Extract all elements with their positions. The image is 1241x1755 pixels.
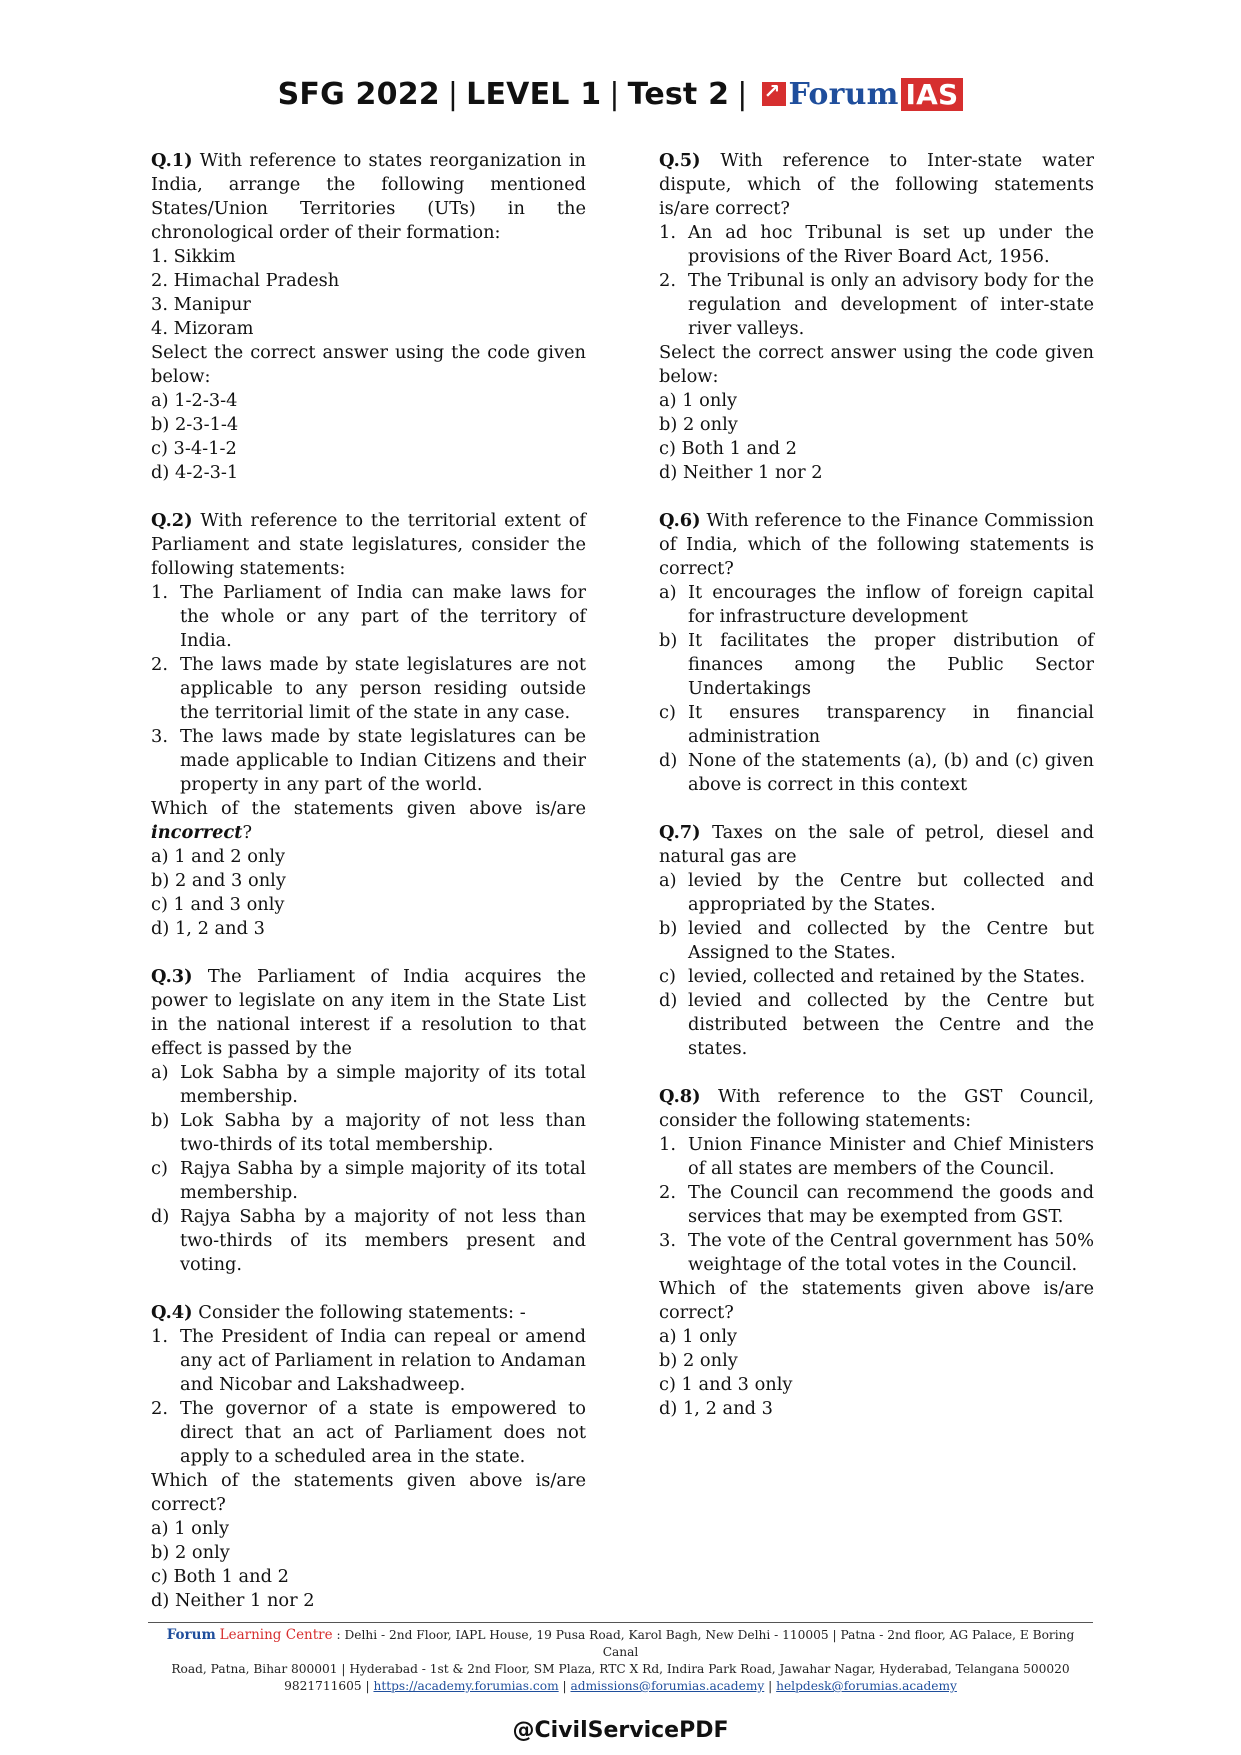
answer-choice: [659, 917, 1094, 965]
statement-label: 3.: [151, 726, 168, 747]
header-separator: |: [447, 77, 459, 112]
answer-option: c) 1 and 3 only: [659, 1374, 793, 1395]
choice-label: b): [659, 630, 678, 651]
choice-text: It facilitates the proper distribution of finances among the Public Sector Undertakings: [688, 630, 1094, 699]
choice-text: levied and collected by the Centre but Assigned to the States.: [688, 918, 1094, 963]
answer-option: a) 1 only: [659, 390, 738, 411]
page-header: [0, 76, 1241, 112]
question-6: [659, 509, 1094, 797]
answer-choice: [151, 1205, 586, 1277]
answer-option: b) 2-3-1-4: [151, 414, 239, 435]
question-number: Q.4): [151, 1302, 193, 1323]
answer-option: b) 2 only: [151, 1542, 230, 1563]
choice-label: a): [151, 1062, 169, 1083]
answer-option: c) Both 1 and 2: [659, 438, 797, 459]
choice-text: It ensures transparency in financial administration: [688, 702, 1094, 747]
answer-option: d) 4-2-3-1: [151, 462, 239, 483]
statement-label: 2.: [151, 1398, 168, 1419]
test-level: LEVEL 1: [466, 77, 602, 112]
question-1: [151, 149, 586, 485]
test-number: Test 2: [627, 77, 730, 112]
footer-separator: |: [562, 1679, 567, 1693]
answer-option: c) Both 1 and 2: [151, 1566, 289, 1587]
choice-label: c): [659, 702, 676, 723]
choice-label: a): [659, 870, 677, 891]
footer-brand-learning-centre: Learning Centre: [219, 1627, 333, 1643]
answer-option: c) 3-4-1-2: [151, 438, 237, 459]
header-separator: |: [609, 77, 620, 112]
question-8: [659, 1085, 1094, 1421]
statement-label: 2.: [151, 654, 168, 675]
statement-text: The Council can recommend the goods and services that may be exempted from GST.: [688, 1182, 1094, 1227]
question-ask: [151, 797, 586, 845]
test-name: SFG 2022: [277, 77, 440, 112]
statement-text: The vote of the Central government has 50% weightage of the total votes in the Council.: [688, 1230, 1094, 1275]
footer-brand-forum: Forum: [166, 1627, 216, 1643]
answer-choice: [659, 749, 1094, 797]
forumias-logo: [762, 76, 964, 110]
right-column: [659, 149, 1094, 1445]
page-footer: [148, 1622, 1093, 1695]
footer-address-line-2: Road, Patna, Bihar 800001 | Hyderabad - 1st & 2nd Floor, SM Plaza, RTC X Rd, Indira Park Road, Jawahar Nagar, Hyderabad, Telangana 500020: [171, 1662, 1070, 1676]
statement-text: The Parliament of India can make laws for the whole or any part of the territory of India.: [180, 582, 586, 651]
statement: [659, 1133, 1094, 1181]
answer-option: a) 1-2-3-4: [151, 390, 238, 411]
watermark-handle: @CivilServicePDF: [512, 1718, 729, 1743]
footer-phone: 9821711605: [284, 1679, 362, 1693]
answer-option: a) 1 only: [151, 1518, 230, 1539]
choice-text: None of the statements (a), (b) and (c) given above is correct in this context: [688, 750, 1094, 795]
answer-choice: [151, 1157, 586, 1205]
statement-label: 1.: [151, 582, 168, 603]
footer-separator: |: [768, 1679, 773, 1693]
answer-option: d) Neither 1 nor 2: [659, 462, 823, 483]
statement-text: The Tribunal is only an advisory body for the regulation and development of inter-state river valleys.: [688, 270, 1094, 339]
statement-label: 1.: [659, 1134, 676, 1155]
answer-option: b) 2 and 3 only: [151, 870, 286, 891]
question-stem: Consider the following statements: -: [198, 1302, 526, 1323]
helpdesk-email-link[interactable]: helpdesk@forumias.academy: [776, 1679, 957, 1693]
choice-label: d): [151, 1206, 170, 1227]
choice-text: It encourages the inflow of foreign capital for infrastructure development: [688, 582, 1094, 627]
footer-separator: |: [365, 1679, 370, 1693]
logo-forum-text: Forum: [788, 76, 899, 112]
answer-option: d) Neither 1 nor 2: [151, 1590, 315, 1611]
question-number: Q.1): [151, 150, 193, 171]
question-number: Q.3): [151, 966, 193, 987]
emphasis-incorrect: incorrect: [151, 822, 243, 843]
header-separator: |: [737, 77, 748, 112]
question-ask: Which of the statements given above is/are correct?: [659, 1278, 1094, 1323]
question-instruction: Select the correct answer using the code given below:: [151, 342, 586, 387]
question-stem: With reference to states reorganization in India, arrange the following mentioned States/Union Territories (UTs) in the chronological order of their formation:: [151, 150, 586, 243]
choice-label: d): [659, 750, 678, 771]
statement: [151, 581, 586, 653]
choice-text: Rajya Sabha by a majority of not less than two-thirds of its members present and voting.: [180, 1206, 586, 1275]
statement-text: The laws made by state legislatures can be made applicable to Indian Citizens and their property in any part of the world.: [180, 726, 586, 795]
statement-text: The President of India can repeal or amend any act of Parliament in relation to Andaman and Nicobar and Lakshadweep.: [180, 1326, 586, 1395]
question-7: [659, 821, 1094, 1061]
answer-choice: [659, 869, 1094, 917]
logo-ias-text: IAS: [901, 78, 964, 111]
choice-text: levied and collected by the Centre but distributed between the Centre and the states.: [688, 990, 1094, 1059]
answer-option: d) 1, 2 and 3: [659, 1398, 773, 1419]
footer-contact-line: [148, 1678, 1093, 1695]
question-3: [151, 965, 586, 1277]
answer-choice: [151, 1109, 586, 1157]
answer-option: a) 1 and 2 only: [151, 846, 286, 867]
statement-label: 2.: [659, 270, 676, 291]
statement-label: 2.: [659, 1182, 676, 1203]
left-column: [151, 149, 586, 1637]
choice-label: b): [659, 918, 678, 939]
answer-choice: [659, 629, 1094, 701]
answer-option: d) 1, 2 and 3: [151, 918, 265, 939]
choice-label: c): [151, 1158, 168, 1179]
answer-option: c) 1 and 3 only: [151, 894, 285, 915]
choice-label: a): [659, 582, 677, 603]
choice-label: b): [151, 1110, 170, 1131]
choice-text: Lok Sabha by a majority of not less than two-thirds of its total membership.: [180, 1110, 586, 1155]
statement-text: An ad hoc Tribunal is set up under the provisions of the River Board Act, 1956.: [688, 222, 1094, 267]
footer-address-text: Delhi - 2nd Floor, IAPL House, 19 Pusa Road, Karol Bagh, New Delhi - 110005 | Patna - 2nd floor, AG Palace, E Boring Canal: [344, 1628, 1075, 1659]
footer-colon: :: [336, 1628, 341, 1642]
choice-label: d): [659, 990, 678, 1011]
choice-text: Rajya Sabha by a simple majority of its total membership.: [180, 1158, 586, 1203]
arrow-logo-icon: [762, 82, 786, 106]
answer-choice: [659, 581, 1094, 629]
answer-option: b) 2 only: [659, 414, 738, 435]
statement-label: 3.: [659, 1230, 676, 1251]
statement: [659, 221, 1094, 269]
admissions-email-link[interactable]: admissions@forumias.academy: [570, 1679, 765, 1693]
choice-text: levied by the Centre but collected and appropriated by the States.: [688, 870, 1094, 915]
statement: [151, 1325, 586, 1397]
answer-choice: [659, 965, 1094, 989]
question-number: Q.6): [659, 510, 701, 531]
choice-text: Lok Sabha by a simple majority of its total membership.: [180, 1062, 586, 1107]
question-stem: With reference to the GST Council, consider the following statements:: [659, 1086, 1094, 1131]
statement: [151, 725, 586, 797]
question-stem: With reference to Inter-state water dispute, which of the following statements is/are correct?: [659, 150, 1094, 219]
statement: [151, 653, 586, 725]
statement-text: The laws made by state legislatures are not applicable to any person residing outside the territorial limit of the state in any case.: [180, 654, 586, 723]
statement: [659, 269, 1094, 341]
list-item: 2. Himachal Pradesh: [151, 270, 340, 291]
question-stem: With reference to the Finance Commission of India, which of the following statements is correct?: [659, 510, 1095, 579]
academy-link[interactable]: https://academy.forumias.com: [373, 1679, 559, 1693]
answer-choice: [659, 989, 1094, 1061]
choice-text: levied, collected and retained by the States.: [688, 966, 1086, 987]
list-item: 4. Mizoram: [151, 318, 254, 339]
list-item: 1. Sikkim: [151, 246, 236, 267]
answer-option: a) 1 only: [659, 1326, 738, 1347]
statement-label: 1.: [659, 222, 676, 243]
question-2: [151, 509, 586, 941]
statement-text: Union Finance Minister and Chief Ministers of all states are members of the Council.: [688, 1134, 1094, 1179]
answer-choice: [151, 1061, 586, 1109]
question-4: [151, 1301, 586, 1613]
question-number: Q.8): [659, 1086, 701, 1107]
choice-label: c): [659, 966, 676, 987]
statement: [659, 1229, 1094, 1277]
question-instruction: Select the correct answer using the code given below:: [659, 342, 1094, 387]
question-stem: The Parliament of India acquires the power to legislate on any item in the State List in the national interest if a resolution to that effect is passed by the: [151, 966, 586, 1059]
question-stem: Taxes on the sale of petrol, diesel and natural gas are: [659, 822, 1095, 867]
ask-text: Which of the statements given above is/are: [151, 798, 586, 819]
ask-suffix: ?: [242, 822, 253, 843]
statement: [659, 1181, 1094, 1229]
question-number: Q.7): [659, 822, 701, 843]
question-stem: With reference to the territorial extent of Parliament and state legislatures, consider the following statements:: [151, 510, 587, 579]
question-number: Q.2): [151, 510, 193, 531]
question-ask: Which of the statements given above is/are correct?: [151, 1470, 586, 1515]
footer-address-line-1: [148, 1627, 1093, 1661]
list-item: 3. Manipur: [151, 294, 251, 315]
statement-text: The governor of a state is empowered to direct that an act of Parliament does not apply to a scheduled area in the state.: [180, 1398, 586, 1467]
question-number: Q.5): [659, 150, 701, 171]
answer-option: b) 2 only: [659, 1350, 738, 1371]
answer-choice: [659, 701, 1094, 749]
question-5: [659, 149, 1094, 485]
statement: [151, 1397, 586, 1469]
statement-label: 1.: [151, 1326, 168, 1347]
